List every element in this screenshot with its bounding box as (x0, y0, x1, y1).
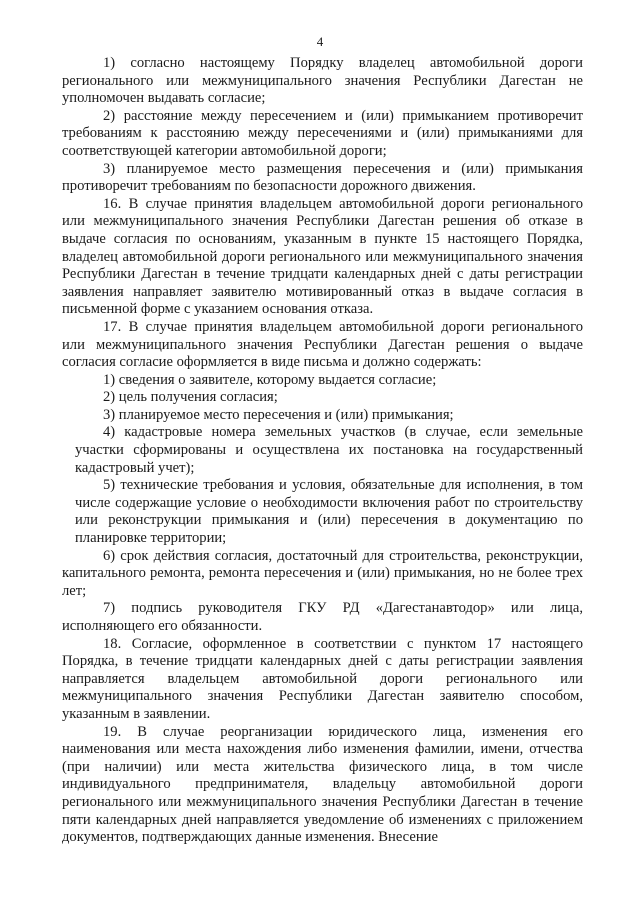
paragraph-17-3: 3) планируемое место пересечения и (или) примыкания; (103, 406, 454, 423)
paragraph-18: 18. Согласие, оформленное в соответствии с пунктом 17 настоящего Порядка, в течение тридцати календарных дней с даты регистрации заявления направляется владельцем автомобильной дороги регионального или межмуниципального значения Республики Дагестан заявителю способом, указанным в заявлении. (62, 635, 583, 722)
paragraph-17-7: 7) подпись руководителя ГКУ РД «Дагестанавтодор» или лица, исполняющего его обязанности. (62, 600, 583, 634)
paragraph-17-1: 1) сведения о заявителе, которому выдается согласие; (103, 371, 437, 388)
paragraph-17: 17. В случае принятия владельцем автомобильной дороги регионального или межмуниципального значения Республики Дагестан решения о выдаче согласия согласие оформляется в виде письма и должно содержать: (62, 318, 583, 371)
page-number: 4 (316, 34, 324, 49)
paragraph-19: 19. В случае реорганизации юридического лица, изменения его наименования или места нахождения либо изменения фамилии, имени, отчества (при наличии) или места жительства физического лица, в том числе индивидуального предпринимателя, владельцу автомобильной дороги регионального или межмуниципального значения Республики Дагестан в течение пяти календарных дней направляется уведомление об изменениях с приложением документов, подтверждающих данные изменения. Внесение (62, 723, 583, 846)
paragraph-17-6: 6) срок действия согласия, достаточный для строительства, реконструкции, капитального ремонта, ремонта пересечения и (или) примыкания, но не более трех лет; (62, 547, 583, 599)
paragraph-1-3: 3) планируемое место размещения пересечения и (или) примыкания противоречит требованиям по безопасности дорожного движения. (62, 160, 583, 195)
document-body (62, 55, 583, 847)
paragraph-17-2: 2) цель получения согласия; (103, 389, 278, 406)
paragraph-16: 16. В случае принятия владельцем автомобильной дороги регионального или межмуниципального значения Республики Дагестан решения об отказе в выдаче согласия по основаниям, указанным в пункте 15 настоящего Порядка, владелец автомобильной дороги регионального или межмуниципального значения Республики Дагестан в течение тридцати календарных дней с даты регистрации заявления направляет заявителю мотивированный отказ в выдаче согласия в письменной форме с указанием основания отказа. (62, 195, 583, 318)
paragraph-17-5: 5) технические требования и условия, обязательные для исполнения, в том числе содержащие условие о необходимости включения работ по строительству или реконструкции примыкания и (или) пересечения в документацию по планировке территории; (75, 477, 583, 547)
paragraph-17-4: 4) кадастровые номера земельных участков (в случае, если земельные участки сформированы и осуществлена их постановка на государственный кадастровый учет); (75, 424, 583, 476)
paragraph-1-2: 2) расстояние между пересечением и (или) примыканием противоречит требованиям к расстоянию между пересечениями и (или) примыканиями для соответствующей категории автомобильной дороги; (62, 107, 583, 159)
paragraph-1-1: 1) согласно настоящему Порядку владелец автомобильной дороги регионального или межмуниципального значения Республики Дагестан не уполномочен выдавать согласие; (62, 55, 583, 107)
